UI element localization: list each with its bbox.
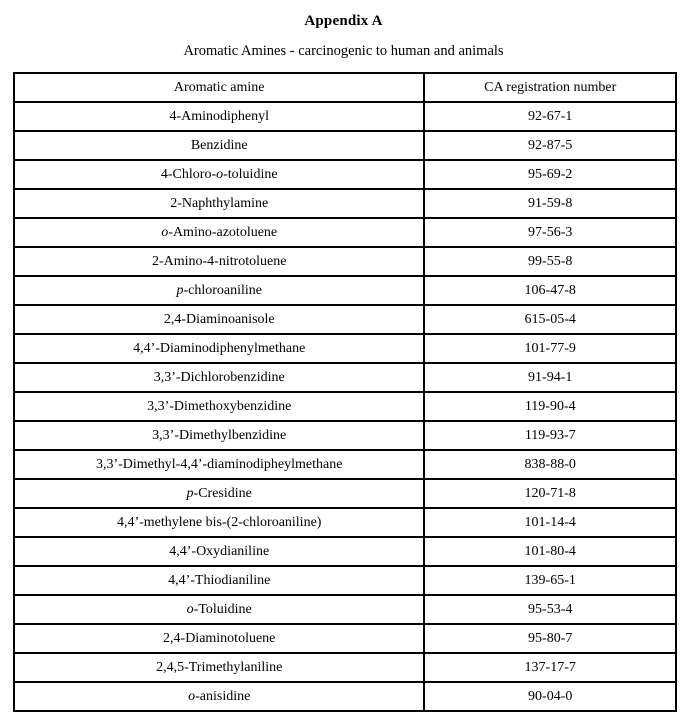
page-title: Appendix A — [304, 13, 383, 29]
table-row — [14, 450, 676, 479]
ca-number-cell: 95-69-2 — [424, 160, 676, 189]
ca-number-cell: 838-88-0 — [424, 450, 676, 479]
table-row — [14, 102, 676, 131]
ca-number-cell: 95-80-7 — [424, 624, 676, 653]
amine-name-cell: 3,3’-Dichlorobenzidine — [14, 363, 424, 392]
ca-number-cell: 97-56-3 — [424, 218, 676, 247]
table-row — [14, 653, 676, 682]
table-row — [14, 595, 676, 624]
table-row — [14, 276, 676, 305]
column-header-aromatic-amine: Aromatic amine — [14, 73, 424, 102]
ca-number-cell: 120-71-8 — [424, 479, 676, 508]
ca-number-cell: 95-53-4 — [424, 595, 676, 624]
ca-number-cell: 119-93-7 — [424, 421, 676, 450]
ca-number-cell: 99-55-8 — [424, 247, 676, 276]
table-row — [14, 247, 676, 276]
ca-number-cell: 615-05-4 — [424, 305, 676, 334]
table-row — [14, 508, 676, 537]
amine-name-cell: 4-Chloro-o-toluidine — [14, 160, 424, 189]
amine-name-cell: 2,4-Diaminoanisole — [14, 305, 424, 334]
aromatic-amines-table — [13, 72, 677, 712]
amine-name-cell: 2,4,5-Trimethylaniline — [14, 653, 424, 682]
table-row — [14, 334, 676, 363]
amine-name-cell: o-Amino-azotoluene — [14, 218, 424, 247]
amine-name-cell: 4,4’-methylene bis-(2-chloroaniline) — [14, 508, 424, 537]
table-row — [14, 624, 676, 653]
table-row — [14, 566, 676, 595]
table-row — [14, 363, 676, 392]
table-row — [14, 218, 676, 247]
table-row — [14, 537, 676, 566]
ca-number-cell: 90-04-0 — [424, 682, 676, 711]
ca-number-cell: 119-90-4 — [424, 392, 676, 421]
ca-number-cell: 101-80-4 — [424, 537, 676, 566]
table-row — [14, 392, 676, 421]
column-header-ca-registration-number: CA registration number — [424, 73, 676, 102]
ca-number-cell: 91-94-1 — [424, 363, 676, 392]
ca-number-cell: 137-17-7 — [424, 653, 676, 682]
amine-name-cell: 4,4’-Thiodianiline — [14, 566, 424, 595]
ca-number-cell: 91-59-8 — [424, 189, 676, 218]
ca-number-cell: 92-87-5 — [424, 131, 676, 160]
table-body — [14, 102, 676, 711]
amine-name-cell: 2-Naphthylamine — [14, 189, 424, 218]
amine-name-cell: 4-Aminodiphenyl — [14, 102, 424, 131]
amine-name-cell: 2,4-Diaminotoluene — [14, 624, 424, 653]
amine-name-cell: p-chloroaniline — [14, 276, 424, 305]
amine-name-cell: 3,3’-Dimethylbenzidine — [14, 421, 424, 450]
amine-name-cell: 2-Amino-4-nitrotoluene — [14, 247, 424, 276]
amine-name-cell: o-Toluidine — [14, 595, 424, 624]
page-subtitle: Aromatic Amines - carcinogenic to human and animals — [183, 43, 504, 59]
ca-number-cell: 101-14-4 — [424, 508, 676, 537]
table-row — [14, 479, 676, 508]
table-row — [14, 160, 676, 189]
table-row — [14, 131, 676, 160]
ca-number-cell: 106-47-8 — [424, 276, 676, 305]
amine-name-cell: 4,4’-Diaminodiphenylmethane — [14, 334, 424, 363]
ca-number-cell: 92-67-1 — [424, 102, 676, 131]
amine-name-cell: p-Cresidine — [14, 479, 424, 508]
amine-name-cell: Benzidine — [14, 131, 424, 160]
table-row — [14, 189, 676, 218]
table-row — [14, 682, 676, 711]
ca-number-cell: 101-77-9 — [424, 334, 676, 363]
ca-number-cell: 139-65-1 — [424, 566, 676, 595]
table-row — [14, 421, 676, 450]
amine-name-cell: o-anisidine — [14, 682, 424, 711]
amine-name-cell: 4,4’-Oxydianiline — [14, 537, 424, 566]
amine-name-cell: 3,3’-Dimethoxybenzidine — [14, 392, 424, 421]
table-header — [14, 73, 676, 102]
amine-name-cell: 3,3’-Dimethyl-4,4’-diaminodipheylmethane — [14, 450, 424, 479]
table-header-row — [14, 73, 676, 102]
table-row — [14, 305, 676, 334]
